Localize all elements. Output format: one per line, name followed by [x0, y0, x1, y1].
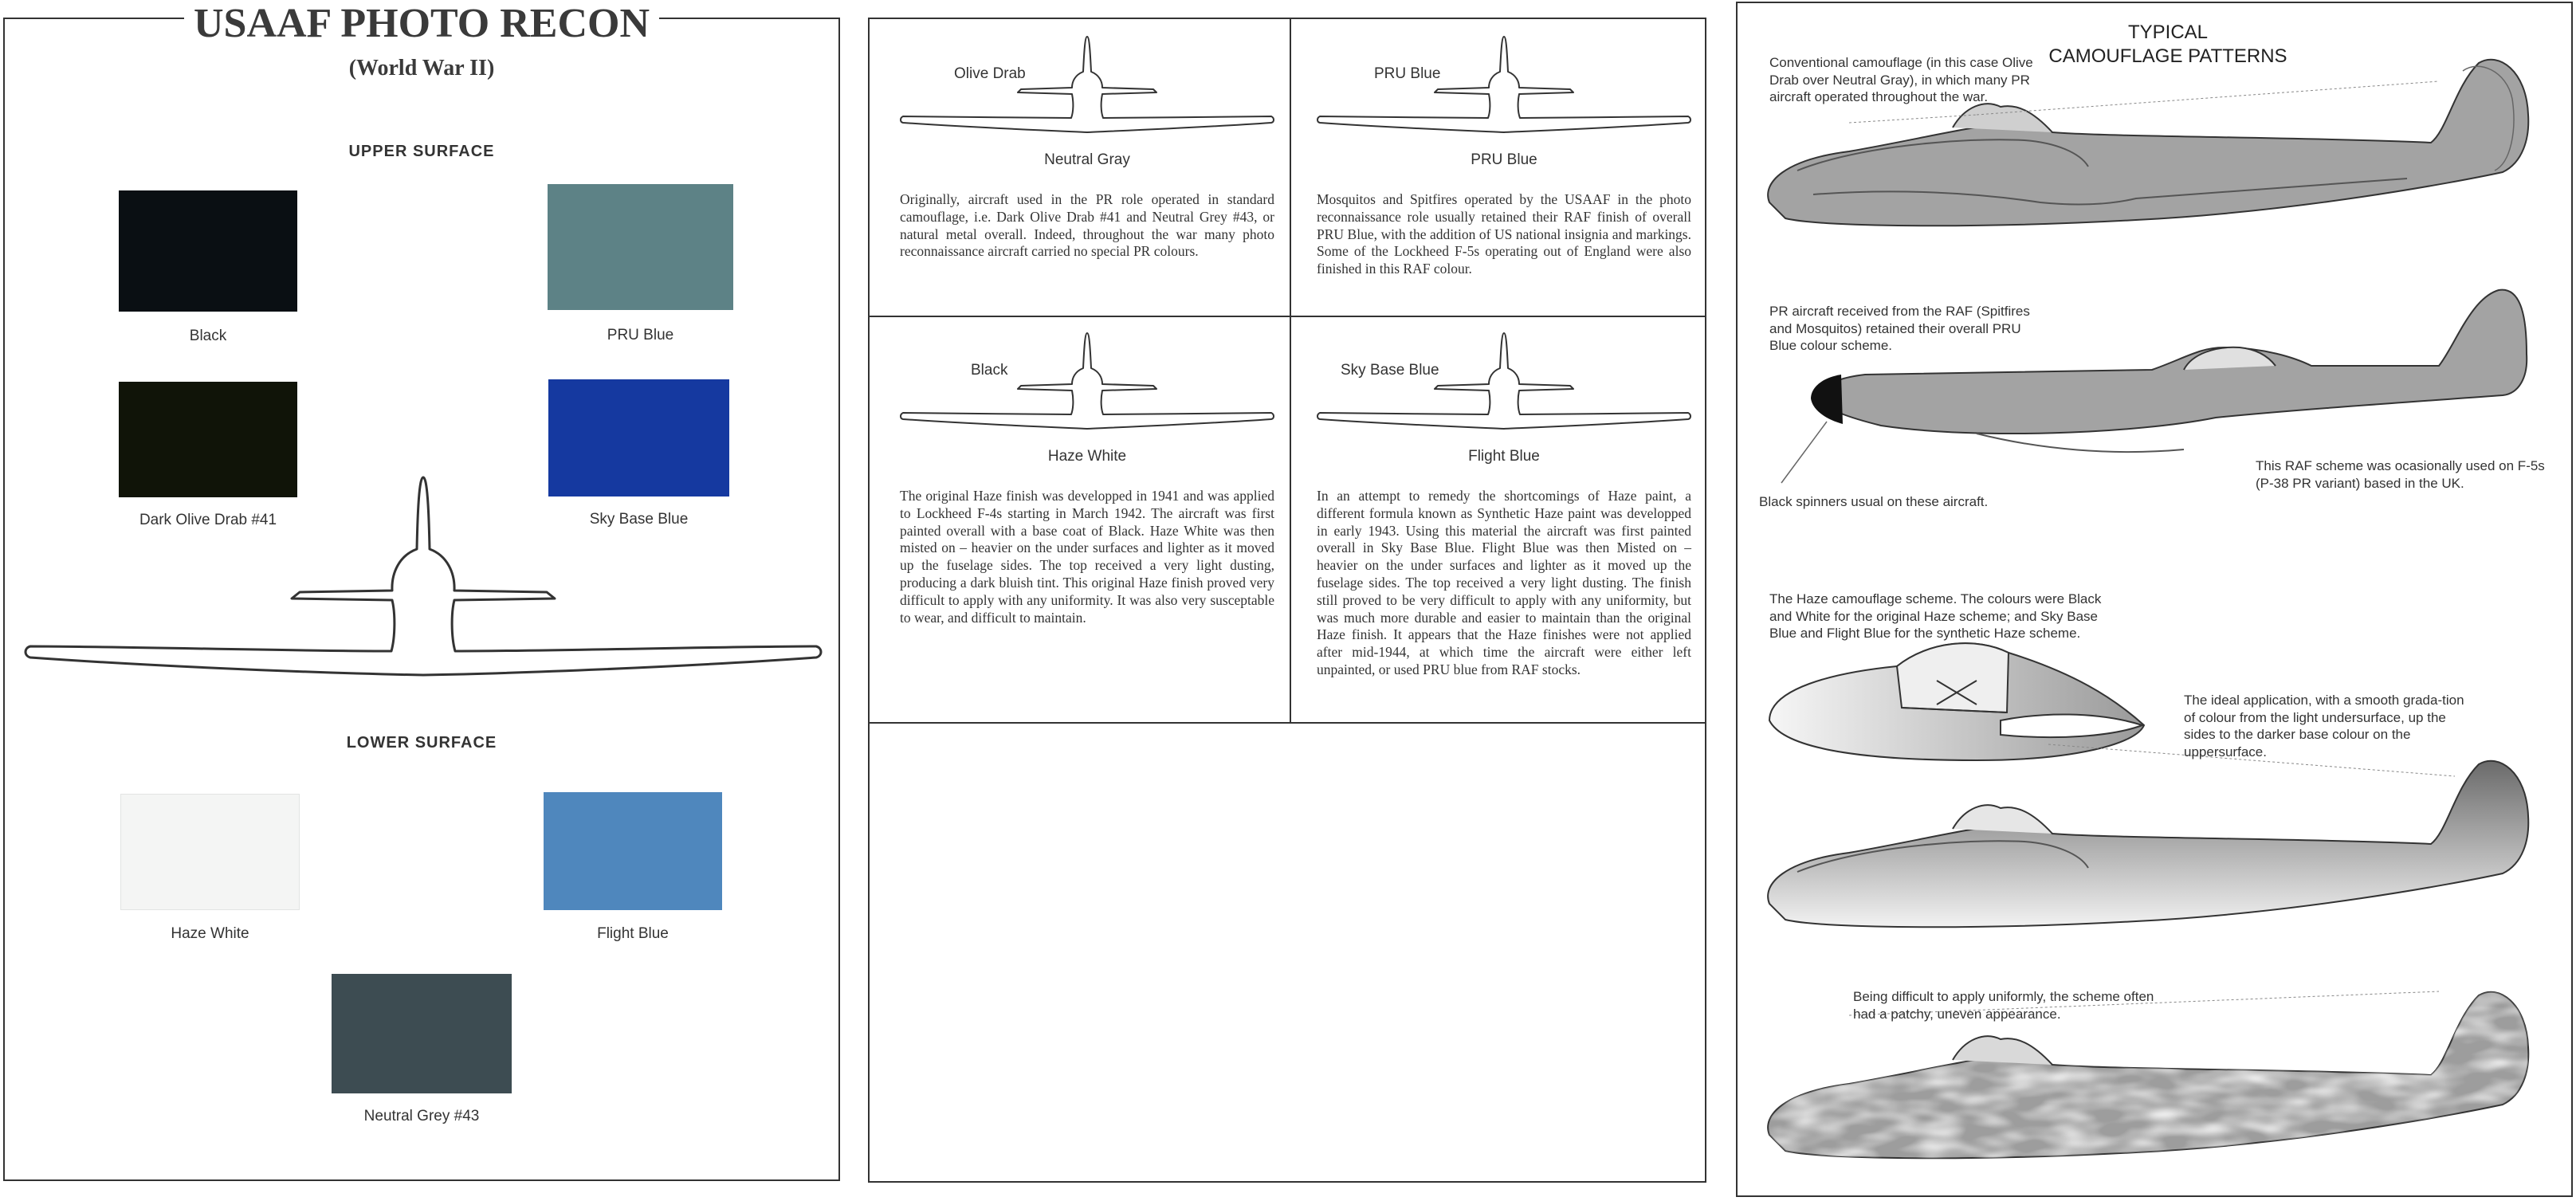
finish-description: Originally, aircraft used in the PR role operated in standard camouflage, i.e. Dark Olive Drab #41 and Neutral Grey #43, or natural metal overall. Indeed, throughout the war many photo reconnaissance aircraft carried no special PR colours. — [900, 191, 1274, 260]
note-f5-raf-scheme: This RAF scheme was ocasionally used on F-5s (P-38 PR variant) based in the UK. — [2256, 458, 2545, 491]
lower-color-label: PRU Blue — [1471, 151, 1537, 168]
note-raf-received: PR aircraft received from the RAF (Spitfires and Mosquitos) retained their overall PRU Blue colour scheme. — [1769, 304, 2030, 353]
grid-divider — [1290, 19, 1291, 722]
callout-line — [1781, 422, 1827, 483]
panel-line — [1977, 434, 2184, 452]
note-ideal-application: The ideal application, with a smooth grada-tion of colour from the light undersurface, up the sides to the darker base colour on the uppersurface. — [2184, 693, 2464, 759]
upper-color-label: Sky Base Blue — [1341, 362, 1439, 379]
swatch-label: Neutral Grey #43 — [363, 1108, 480, 1124]
finish-description: Mosquitos and Spitfires operated by the USAAF in the photo reconnaissance role usually retained their RAF finish of overall PRU Blue, with the addition of US national insignia and markings. Some of the Lockheed F-5s operating out of England were also finished in this RAF colour. — [1317, 191, 1691, 277]
swatch-label: Haze White — [171, 925, 249, 942]
upper-color-label: Olive Drab — [954, 65, 1026, 82]
finish-descriptions-panel — [868, 18, 1706, 1183]
patterns-title-line2: CAMOUFLAGE PATTERNS — [2048, 45, 2287, 67]
lower-color-label: Flight Blue — [1468, 448, 1540, 465]
lower-color-label: Neutral Gray — [1044, 151, 1130, 168]
planform-outline — [26, 477, 821, 675]
aircraft-planform-icon — [21, 461, 826, 685]
swatch-chip — [119, 190, 297, 312]
finish-description: The original Haze finish was developped in 1941 and was applied to Lockheed F-4s starting in March 1942. The aircraft was first painted overall with a base coat of Black. Haze White was then misted on – heavier on the under surfaces and lighter as it moved up the fuselage sides. The top received a very light dusting, producing a dark bluish tint. This original Haze finish proved very difficult to apply with any uniformity. It was also very susceptable to wear, and difficult to maintain. — [900, 488, 1274, 626]
p38-haze-ideal-illustration — [1768, 761, 2528, 928]
canopy-shape — [1897, 643, 2009, 712]
aircraft-sketch-icon — [1317, 330, 1691, 449]
lower-color-label: Haze White — [1047, 448, 1127, 465]
aircraft-sketch-icon — [1317, 33, 1691, 153]
upper-surface-heading: UPPER SURFACE — [348, 143, 495, 160]
finish-description: In an attempt to remedy the shortcomings of Haze paint, a different formula known as Synthetic Haze paint was developped in early 1943. Using this material the aircraft was first painted overall in Sky Base Blue. Flight Blue was then Misted on – heavier on the under surfaces and lighter as it moved up the fuselage sides. The top received a very light dusting. The finish still proved to be very difficult to apply with any uniformity, but was much more durable and easier to maintain than the original Haze finish. It appears that the Haze finishes were not applied after mid-1944, at which time the aircraft were either left unpainted, or used PRU blue from RAF stocks. — [1317, 488, 1691, 677]
upper-color-label: PRU Blue — [1374, 65, 1441, 82]
note-conventional: Conventional camouflage (in this case Olive Drab over Neutral Gray), in which many PR aircraft operated throughout the war. — [1769, 55, 2033, 104]
swatch-chip — [332, 974, 512, 1093]
page-subtitle: (World War II) — [348, 56, 495, 80]
swatch-label: Dark Olive Drab #41 — [139, 512, 277, 528]
note-black-spinners: Black spinners usual on these aircraft. — [1759, 494, 1989, 509]
haze-nose-illustration — [1769, 643, 2144, 760]
grid-divider — [870, 722, 1705, 724]
color-chart-panel — [3, 1, 840, 1181]
patterns-title-line1: TYPICAL — [2127, 22, 2209, 43]
grid-divider — [870, 316, 1705, 317]
canopy-shape — [1953, 1036, 2052, 1065]
aircraft-sketch-icon — [900, 330, 1274, 449]
swatch-chip — [544, 792, 722, 910]
swatch-label: Sky Base Blue — [589, 511, 689, 528]
black-spinner — [1811, 375, 1843, 424]
swatch-label: Black — [189, 328, 227, 344]
title-wrap — [5, 0, 838, 48]
aircraft-sketch-icon — [900, 33, 1274, 153]
swatch-label: Flight Blue — [597, 925, 669, 942]
note-patchy: Being difficult to apply uniformly, the scheme often had a patchy, uneven appearance. — [1853, 989, 2154, 1022]
canopy-shape — [1953, 104, 2052, 132]
lower-surface-heading: LOWER SURFACE — [346, 734, 497, 752]
page-title: USAAF PHOTO RECON — [184, 0, 659, 48]
fuselage-shape — [1768, 761, 2528, 928]
upper-color-label: Black — [971, 362, 1008, 379]
swatch-chip — [120, 794, 300, 910]
note-haze-scheme: The Haze camouflage scheme. The colours were Black and White for the original Haze scheme; and Sky Base Blue and Flight Blue for the synthetic Haze scheme. — [1769, 591, 2102, 641]
swatch-chip — [548, 184, 733, 310]
canopy-shape — [1953, 805, 2052, 834]
camouflage-patterns-panel — [1736, 2, 2573, 1197]
swatch-label: PRU Blue — [607, 327, 674, 343]
